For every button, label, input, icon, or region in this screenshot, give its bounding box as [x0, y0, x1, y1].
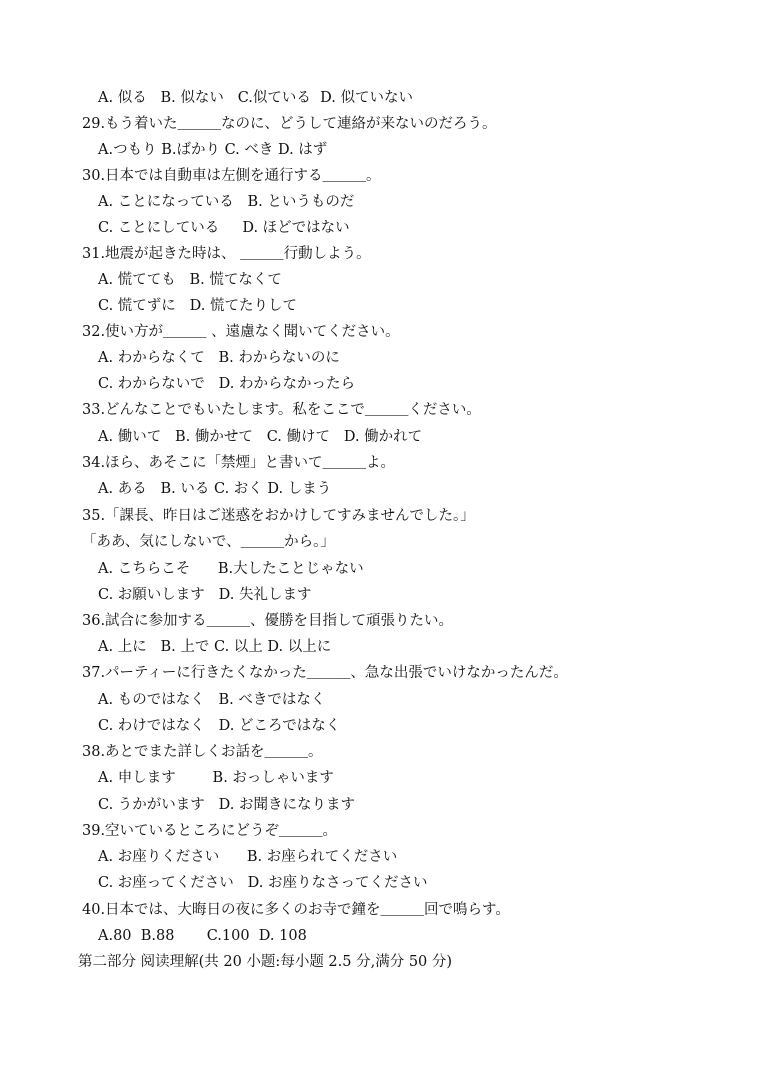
section-heading: 第二部分 阅读理解(共 20 小题:每小题 2.5 分,满分 50 分) [78, 954, 453, 970]
answer-options: A. わからなくて B. わからないのに [98, 350, 340, 366]
answer-options: A. お座りください B. お座られてください [98, 849, 398, 865]
question-31: 31.地震が起きた時は、 ＿＿＿行動しよう。 [82, 246, 371, 262]
answer-options: C. 慌てずに D. 慌てたりして [98, 298, 297, 314]
answer-options: A. 似る B. 似ない C.似ている D. 似ていない [98, 90, 413, 106]
answer-options: C. お座ってください D. お座りなさってください [98, 875, 428, 891]
question-37: 37.パーティーに行きたくなかった＿＿＿、急な出張でいけなかったんだ。 [82, 665, 568, 681]
answer-options: A. ことになっている B. というものだ [98, 194, 355, 210]
answer-options: A. 申します B. おっしゃいます [98, 770, 334, 786]
question-33: 33.どんなことでもいたします。私をここで＿＿＿ください。 [82, 402, 481, 418]
answer-options: A.つもり B.ばかり C. べき D. はず [98, 142, 328, 158]
question-38: 38.あとでまた詳しくお話を＿＿＿。 [82, 744, 323, 760]
answer-options: A. 働いて B. 働かせて C. 働けて D. 働かれて [98, 429, 423, 445]
answer-options: A. ものではなく B. べきではなく [98, 692, 326, 708]
question-39: 39.空いているところにどうぞ＿＿＿。 [82, 823, 338, 839]
question-36: 36.試合に参加する＿＿＿、優勝を目指して頑張りたい。 [82, 613, 454, 629]
question-34: 34.ほら、あそこに「禁煙」と書いて＿＿＿よ。 [82, 455, 396, 471]
answer-options: C. うかがいます D. お聞きになります [98, 797, 355, 813]
question-29: 29.もう着いた＿＿＿なのに、どうして連絡が来ないのだろう。 [82, 116, 497, 132]
question-30: 30.日本では自動車は左側を通行する＿＿＿。 [82, 168, 381, 184]
answer-options: C. ことにしている D. ほどではない [98, 220, 350, 236]
answer-options: A.80 B.88 C.100 D. 108 [98, 928, 307, 944]
answer-options: C. わからないで D. わからなかったら [98, 376, 355, 392]
question-35-reply: 「ああ、気にしないで、＿＿＿から。」 [82, 534, 335, 550]
question-35: 35.「課長、昨日はご迷惑をおかけしてすみませんでした。」 [82, 508, 475, 524]
answer-options: A. 慌てても B. 慌てなくて [98, 272, 282, 288]
answer-options: C. お願いします D. 失礼します [98, 587, 312, 603]
question-40: 40.日本では、大晦日の夜に多くのお寺で鐘を＿＿＿回で鳴らす。 [82, 902, 510, 918]
answer-options: C. わけではなく D. どころではなく [98, 718, 341, 734]
answer-options: A. 上に B. 上で C. 以上 D. 以上に [98, 639, 332, 655]
question-32: 32.使い方が＿＿＿ 、遠慮なく聞いてください。 [82, 324, 400, 340]
answer-options: A. ある B. いる C. おく D. しまう [98, 481, 332, 497]
answer-options: A. こちらこそ B.大したことじゃない [98, 561, 364, 577]
